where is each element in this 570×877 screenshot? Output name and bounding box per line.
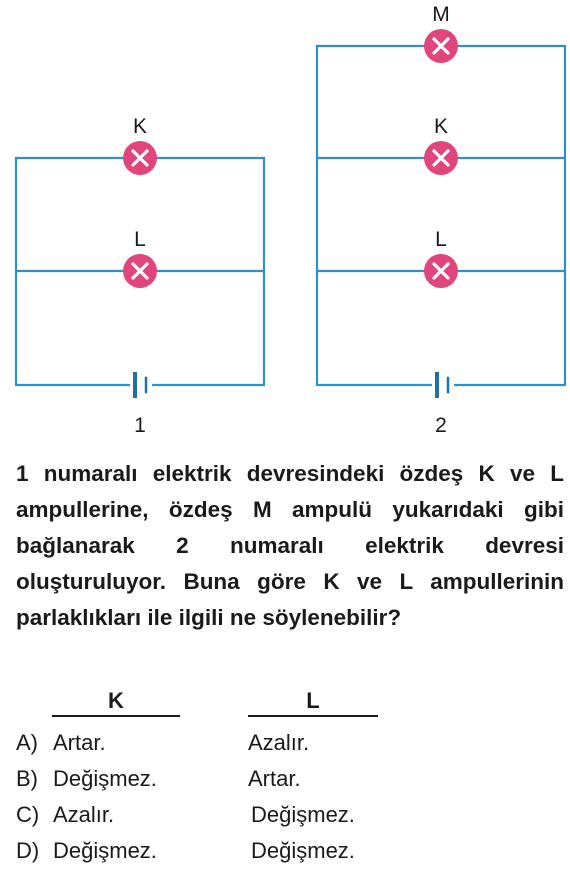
option-l-value: Azalır.: [248, 730, 310, 755]
bulb-k-1: [123, 141, 157, 175]
bulb-m-2: [424, 29, 458, 63]
bulb-k-1-label: K: [132, 115, 148, 138]
circuit-2: [317, 3, 565, 437]
option-l-value: Artar.: [248, 766, 301, 791]
bulb-k-2: [424, 141, 458, 175]
circuit-1: [16, 115, 264, 437]
option-k-value: Değişmez.: [53, 766, 157, 791]
column-rule-l: [248, 715, 378, 717]
option-letter: B): [16, 766, 38, 791]
column-rule-k: [52, 715, 180, 717]
option-l-value: Değişmez.: [251, 838, 355, 863]
bulb-m-2-label: M: [432, 3, 450, 26]
bulb-k-2-label: K: [433, 115, 449, 138]
option-letter: C): [16, 802, 40, 827]
bulb-l-2: [424, 254, 458, 288]
circuit-2-number: 2: [435, 414, 447, 437]
bulb-l-1: [123, 254, 157, 288]
column-header-k: K: [108, 688, 124, 713]
option-l-value: Değişmez.: [251, 802, 355, 827]
bulb-l-2-label: L: [435, 228, 447, 251]
option-letter: A): [16, 730, 38, 755]
bulb-l-1-label: L: [134, 228, 146, 251]
option-letter: D): [16, 838, 40, 863]
circuit-2-wires: [317, 46, 565, 385]
option-k-value: Artar.: [53, 730, 106, 755]
circuit-1-number: 1: [134, 414, 146, 437]
question-text: 1 numaralı elektrik devresindeki özdeş K ve L ampullerine, özdeş M ampulü yukarıdaki gibi bağlanarak 2 numaralı elektrik devresi oluşturuluyor. Buna göre K ve L ampullerinin parlaklıkları ile ilgili ne söylenebilir?: [16, 461, 564, 630]
column-header-l: L: [306, 688, 320, 713]
option-k-value: Değişmez.: [53, 838, 157, 863]
option-k-value: Azalır.: [53, 802, 115, 827]
